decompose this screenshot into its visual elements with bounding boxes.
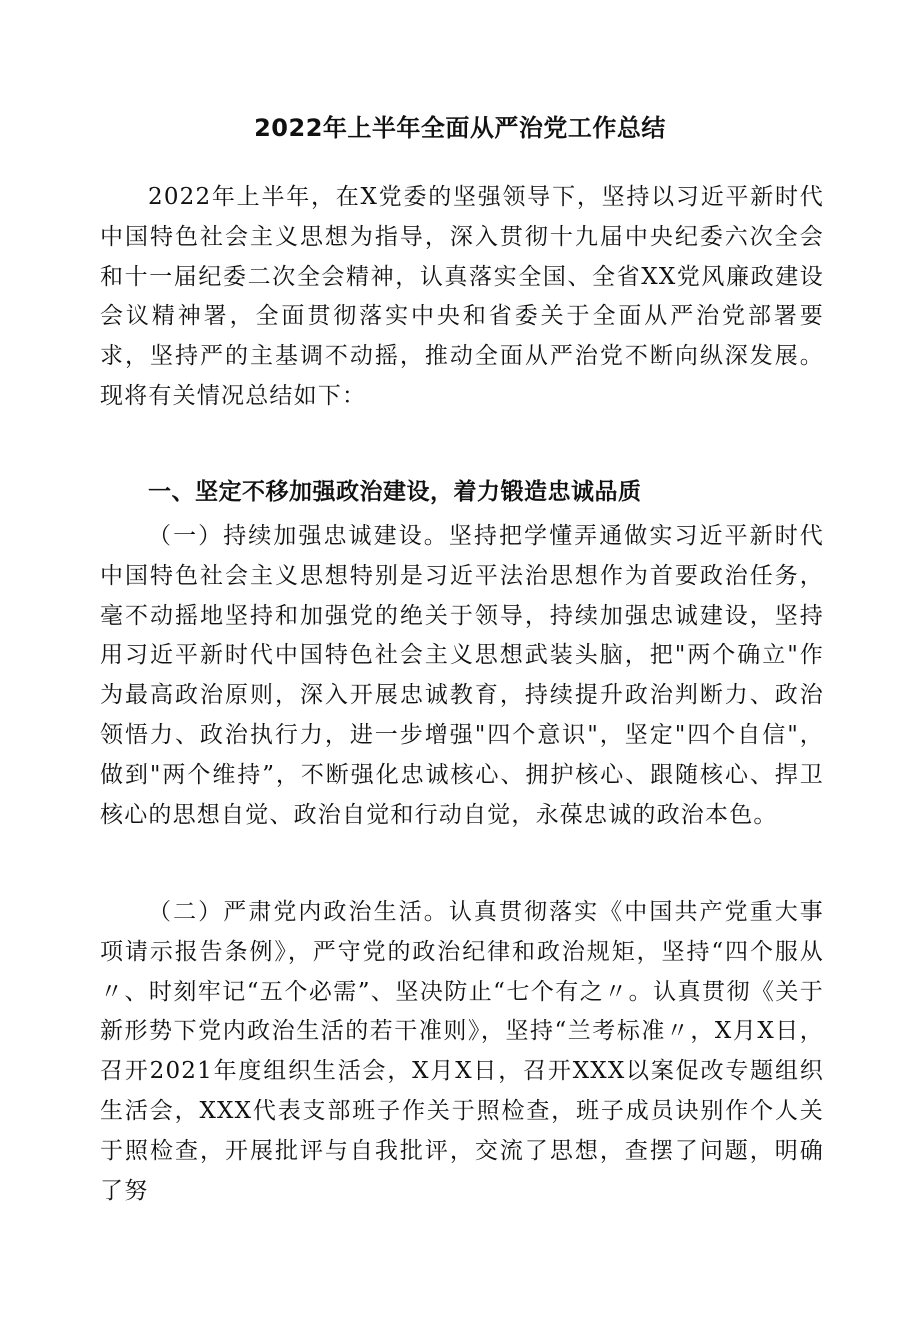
section-heading: 一、坚定不移加强政治建设，着力锻造忠诚品质 <box>148 479 642 505</box>
intro-paragraph: 2022年上半年，在X党委的坚强领导下，坚持以习近平新时代中国特色社会主义思想为指导，深入贯彻十九届中央纪委六次全会和十一届纪委二次全会精神，认真落实全国、全省XX党风廉政建设会议精神署，全面贯彻落实中央和省委关于全面从严治党部署要求，坚持严的主基调不动摇，推动全面从严治党不断向纵深发展。现将有关情况总结如下： <box>100 184 824 409</box>
section-paragraph: （二）严肃党内政治生活。认真贯彻落实《中国共产党重大事项请示报告条例》，严守党的政治纪律和政治规矩，坚持“四个服从〃、时刻牢记“五个必需”、坚决防止“七个有之〃。认真贯彻《关于新形势下党内政治生活的若干准则》，坚持“兰考标准〃，X月X日，召开2021年度组织生活会，X月X日，召开XXX以案促改专题组织生活会，XXX代表支部班子作关于照检查，班子成员诀别作个人关于照检查，开展批评与自我批评，交流了思想，查摆了问题，明确了努 <box>100 899 824 1204</box>
document-title: 2022年上半年全面从严治党工作总结 <box>254 114 666 142</box>
section-paragraph: （一）持续加强忠诚建设。坚持把学懂弄通做实习近平新时代中国特色社会主义思想特别是习近平法治思想作为首要政治任务，毫不动摇地坚持和加强党的绝关于领导，持续加强忠诚建设，坚持用习近平新时代中国特色社会主义思想武装头脑，把"两个确立"作为最高政治原则，深入开展忠诚教育，持续提升政治判断力、政治领悟力、政治执行力，进一步增强"四个意识"，坚定"四个自信"，做到"两个维持”，不断强化忠诚核心、拥护核心、跟随核心、捍卫核心的思想自觉、政治自觉和行动自觉，永葆忠诚的政治本色。 <box>100 523 824 828</box>
